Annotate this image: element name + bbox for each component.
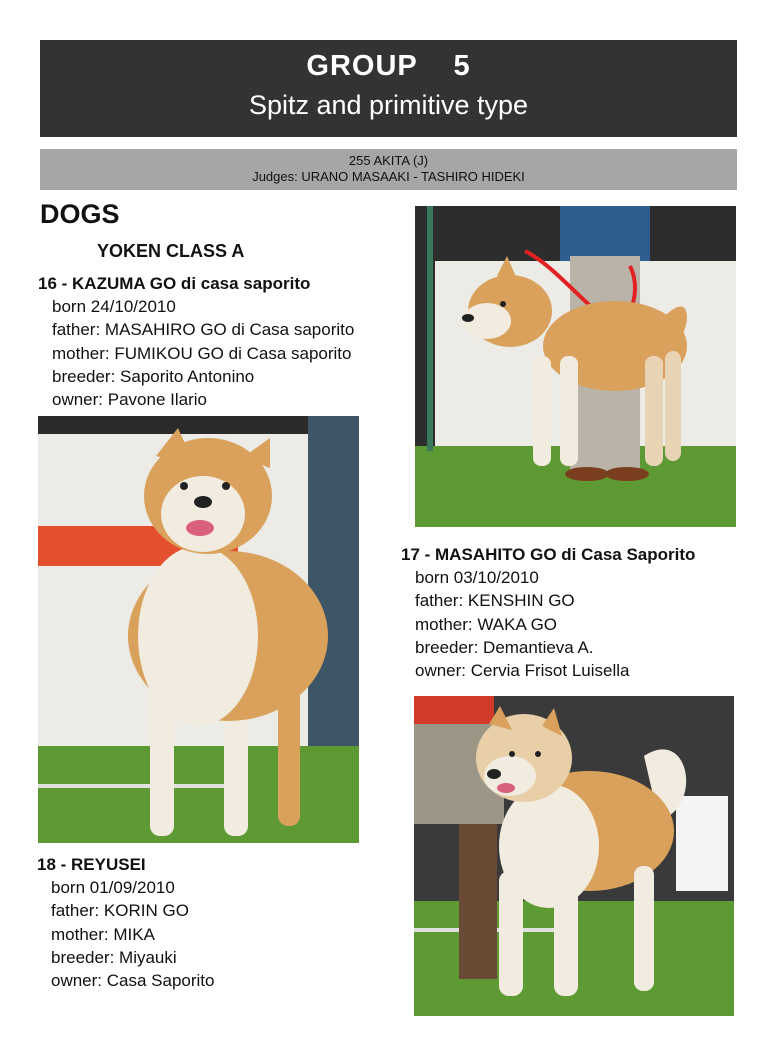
akita-side-photo: [415, 206, 736, 527]
entry-mother: mother: FUMIKOU GO di Casa saporito: [52, 343, 352, 363]
entry-17: [401, 543, 695, 682]
entry-born: born 01/09/2010: [51, 878, 175, 898]
class-title: YOKEN CLASS A: [97, 241, 245, 261]
group-title: GROUP 5: [306, 50, 471, 82]
entry-name: 18 - REYUSEI: [37, 855, 146, 874]
entry-name: 17 - MASAHITO GO di Casa Saporito: [401, 545, 696, 564]
entry-father: father: KORIN GO: [51, 901, 189, 921]
photo-kazuma: [38, 416, 359, 843]
entry-name: 16 - KAZUMA GO di casa saporito: [38, 274, 311, 293]
entry-born: born 24/10/2010: [52, 297, 176, 317]
entry-owner: owner: Casa Saporito: [51, 971, 215, 991]
group-subtitle: Spitz and primitive type: [248, 90, 529, 120]
entry-mother: mother: WAKA GO: [415, 614, 558, 634]
akita-three-quarter-photo: [414, 696, 734, 1016]
section-title: DOGS: [40, 199, 120, 229]
entry-16: [38, 272, 354, 411]
entry-breeder: breeder: Miyauki: [51, 947, 177, 967]
entry-father: father: KENSHIN GO: [415, 591, 575, 611]
judges-label: Judges: URANO MASAAKI - TASHIRO HIDEKI: [252, 169, 525, 184]
judges-bar: [40, 149, 737, 190]
entry-18: [37, 853, 214, 992]
group-header: [40, 40, 737, 137]
entry-mother: mother: MIKA: [51, 924, 155, 944]
entry-owner: owner: Cervia Frisot Luisella: [415, 661, 630, 681]
akita-front-photo: [38, 416, 359, 843]
breed-label: 255 AKITA (J): [348, 153, 429, 168]
photo-masahito: [415, 206, 736, 527]
entry-breeder: breeder: Saporito Antonino: [52, 366, 255, 386]
entry-born: born 03/10/2010: [415, 568, 539, 588]
photo-reyusei: [414, 696, 734, 1016]
entry-father: father: MASAHIRO GO di Casa saporito: [52, 320, 355, 340]
entry-breeder: breeder: Demantieva A.: [415, 637, 594, 657]
entry-owner: owner: Pavone Ilario: [52, 390, 207, 410]
